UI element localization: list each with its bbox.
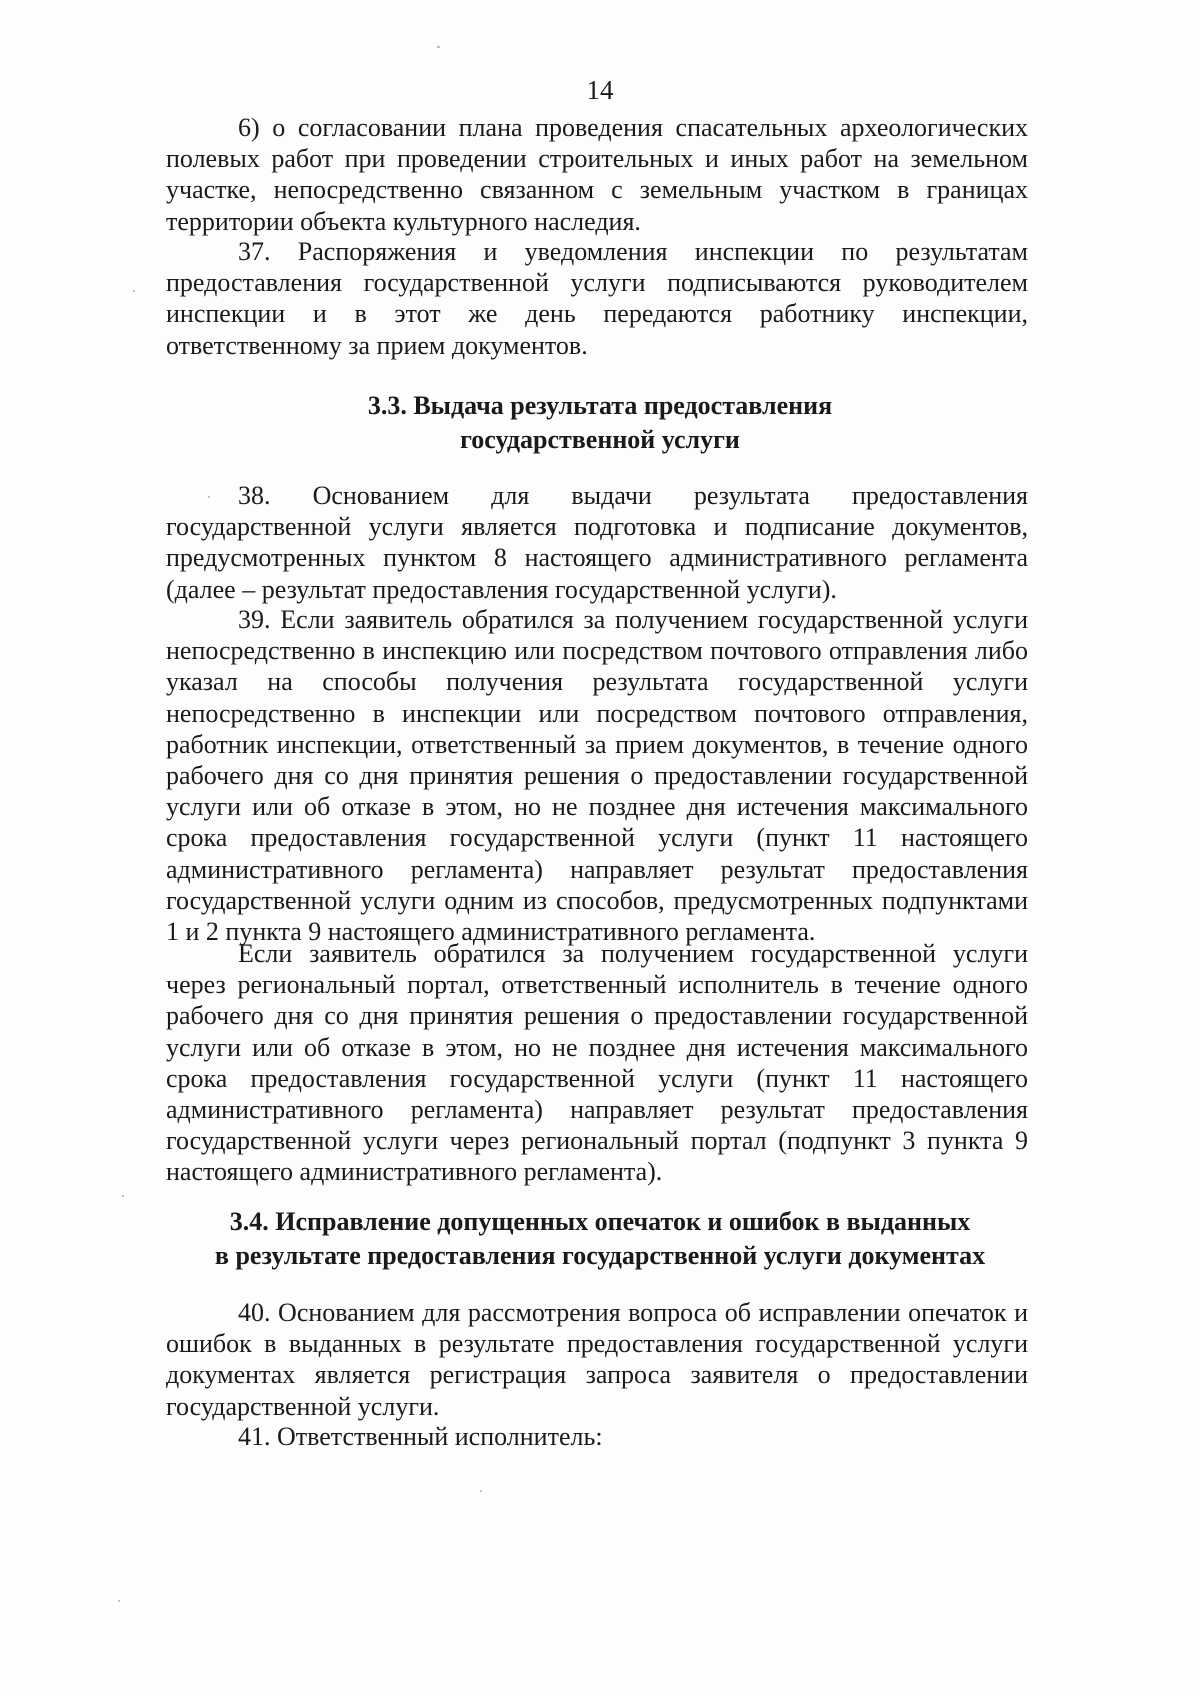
paragraph-39-continued: Если заявитель обратился за получением государственной услуги через региональный портал, ответственный исполнитель в течение одного рабочего дня со дня принятия решения о предоставлении государственной услуги или об отказе в этом, но не позднее дня истечения максимального срока предоставления государственной услуги (пункт 11 настоящего административного регламента) направляет результат предоставления государственной услуги через региональный портал (подпункт 3 пункта 9 настоящего административного регламента). xyxy=(166,939,1028,1187)
section-heading-3-3-line2: государственной услуги xyxy=(460,425,740,454)
scan-speck xyxy=(122,1195,124,1197)
scan-speck xyxy=(437,46,440,48)
section-heading-3-4 xyxy=(0,1205,1200,1273)
paragraph-39: 39. Если заявитель обратился за получением государственной услуги непосредственно в инспекцию или посредством почтового отправления либо указал на способы получения результата государственной услуги непосредственно в инспекции или посредством почтового отправления, работник инспекции, ответственный за прием документов, в течение одного рабочего дня со дня принятия решения о предоставлении государственной услуги или об отказе в этом, но не позднее дня истечения максимального срока предоставления государственной услуги (пункт 11 настоящего административного регламента) направляет результат предоставления государственной услуги одним из способов, предусмотренных подпунктами 1 и 2 пункта 9 настоящего административного регламента. xyxy=(166,605,1028,947)
page-number: 14 xyxy=(586,75,614,105)
scan-speck xyxy=(133,290,135,292)
scan-speck xyxy=(208,496,210,498)
scan-speck xyxy=(118,1600,120,1602)
paragraph-40: 40. Основанием для рассмотрения вопроса об исправлении опечаток и ошибок в выданных в результате предоставления государственной услуги документах является регистрация запроса заявителя о предоставлении государственной услуги. xyxy=(166,1298,1028,1421)
section-heading-3-4-line1: 3.4. Исправление допущенных опечаток и ошибок в выданных xyxy=(229,1207,971,1236)
scan-speck xyxy=(480,1490,482,1492)
paragraph-41: 41. Ответственный исполнитель: xyxy=(238,1422,603,1451)
paragraph-38: 38. Основанием для выдачи результата предоставления государственной услуги является подготовка и подписание документов, предусмотренных пунктом 8 настоящего административного регламента (далее – результат предоставления государственной услуги). xyxy=(166,481,1028,604)
paragraph-37: 37. Распоряжения и уведомления инспекции по результатам предоставления государственной услуги подписываются руководителем инспекции и в этот же день передаются работнику инспекции, ответственному за прием документов. xyxy=(166,237,1028,360)
paragraph-item-6: 6) о согласовании плана проведения спасательных археологических полевых работ при проведении строительных и иных работ на земельном участке, непосредственно связанном с земельным участком в границах территории объекта культурного наследия. xyxy=(166,113,1028,236)
section-heading-3-3-line1: 3.3. Выдача результата предоставления xyxy=(367,391,833,420)
section-heading-3-4-line2: в результате предоставления государственной услуги документах xyxy=(214,1241,986,1270)
section-heading-3-3 xyxy=(0,389,1200,457)
